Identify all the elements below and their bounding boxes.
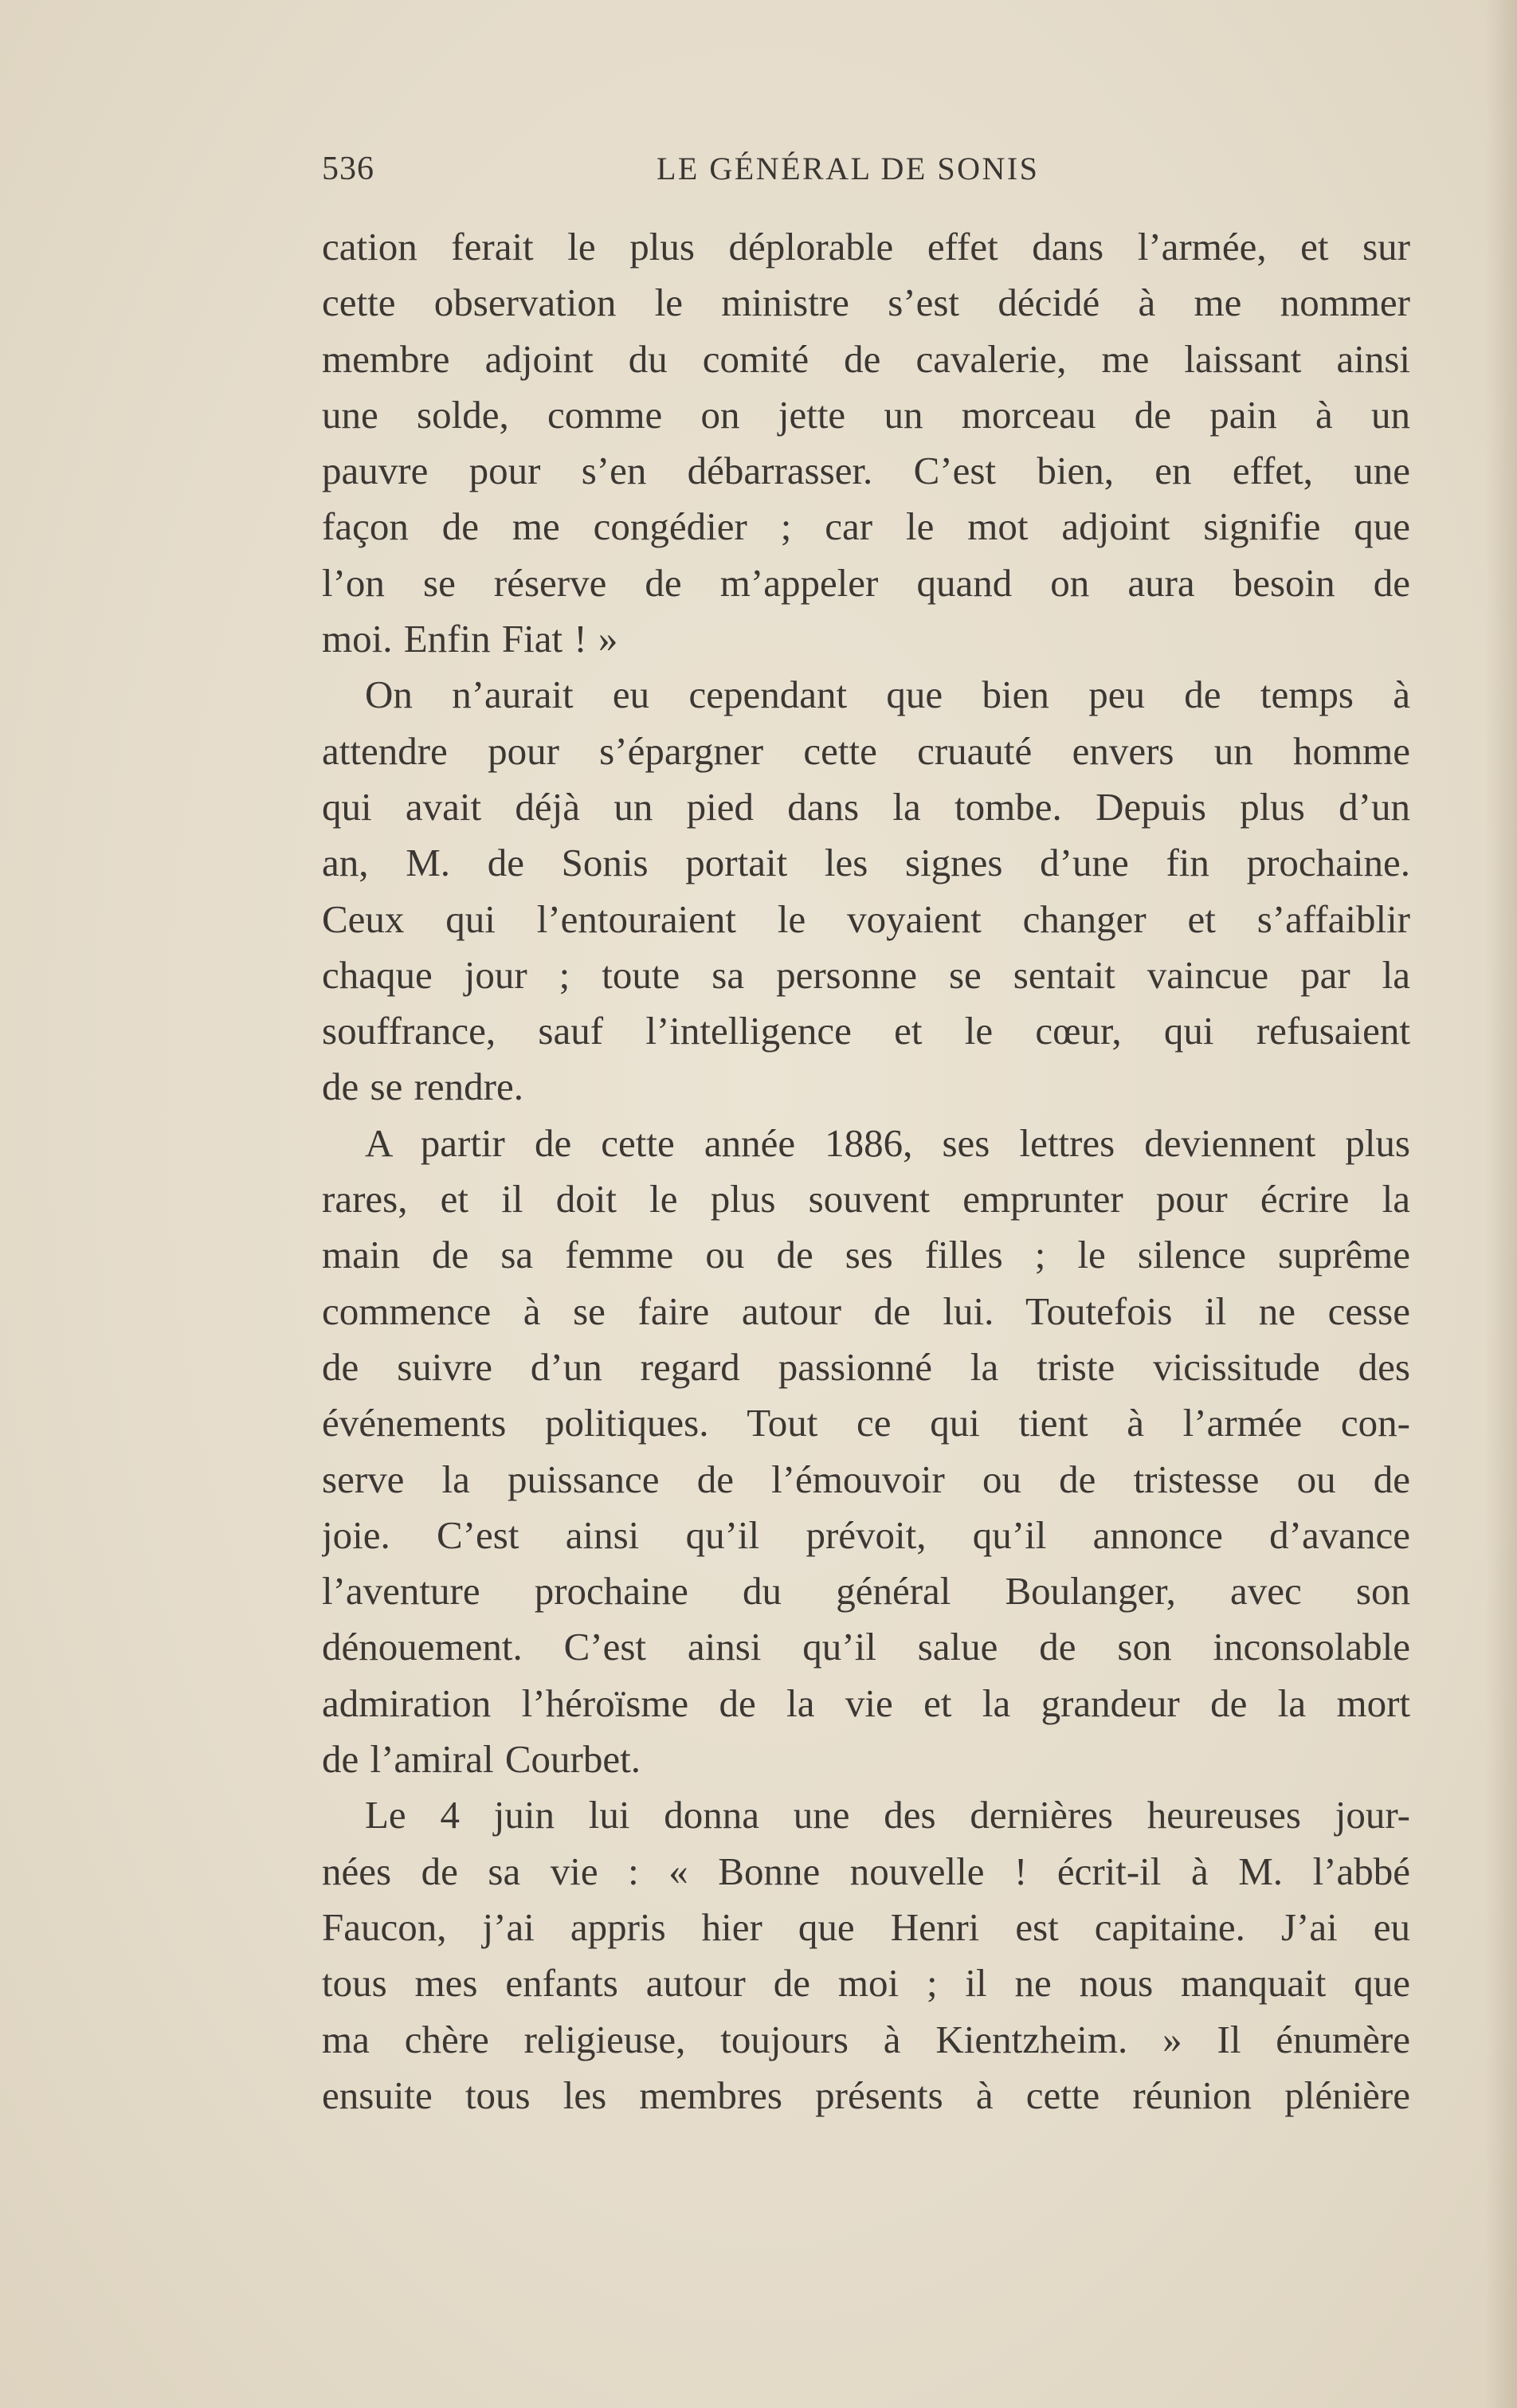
- text-line: qui avait déjà un pied dans la tombe. Depuis plus d’un: [322, 784, 1410, 829]
- text-line: événements politiques. Tout ce qui tient à l’armée con-: [322, 1401, 1410, 1445]
- text-line: Ceux qui l’entouraient le voyaient changer et s’affaiblir: [322, 896, 1410, 941]
- text-line: cation ferait le plus déplorable effet dans l’armée, et sur: [322, 225, 1410, 269]
- text-line: main de sa femme ou de ses filles ; le silence suprême: [322, 1233, 1410, 1277]
- text-line: tous mes enfants autour de moi ; il ne nous manquait que: [322, 1961, 1410, 2006]
- text-line: dénouement. C’est ainsi qu’il salue de son inconsolable: [322, 1625, 1410, 1669]
- text-line: de l’amiral Courbet.: [322, 1737, 641, 1782]
- text-line: moi. Enfin Fiat ! »: [322, 617, 618, 661]
- text-line: pauvre pour s’en débarrasser. C’est bien, en effet, une: [322, 449, 1410, 493]
- running-title: LE GÉNÉRAL DE SONIS: [657, 151, 1040, 186]
- text-line: chaque jour ; toute sa personne se sentait vaincue par la: [322, 952, 1410, 997]
- text-line: cette observation le ministre s’est décidé à me nommer: [322, 280, 1410, 325]
- text-line: attendre pour s’épargner cette cruauté envers un homme: [322, 728, 1410, 773]
- text-line: an, M. de Sonis portait les signes d’une fin prochaine.: [322, 841, 1410, 885]
- text-line: nées de sa vie : « Bonne nouvelle ! écrit-il à M. l’abbé: [322, 1849, 1410, 1893]
- text-line: façon de me congédier ; car le mot adjoint signifie que: [322, 504, 1410, 549]
- body-text: [322, 219, 1410, 2124]
- page-number: 536: [322, 151, 374, 187]
- text-line: serve la puissance de l’émouvoir ou de tristesse ou de: [322, 1457, 1410, 1501]
- page-header: [322, 150, 1410, 198]
- text-line: de se rendre.: [322, 1065, 523, 1109]
- text-line: ensuite tous les membres présents à cette réunion plénière: [322, 2073, 1410, 2117]
- text-line: l’on se réserve de m’appeler quand on aura besoin de: [322, 560, 1410, 605]
- text-line: rares, et il doit le plus souvent emprunter pour écrire la: [322, 1177, 1410, 1222]
- text-line: l’aventure prochaine du général Boulanger, avec son: [322, 1569, 1410, 1614]
- text-line: ma chère religieuse, toujours à Kientzheim. » Il énumère: [322, 2017, 1410, 2061]
- text-line: Faucon, j’ai appris hier que Henri est capitaine. J’ai eu: [322, 1904, 1410, 1949]
- text-line: une solde, comme on jette un morceau de pain à un: [322, 392, 1410, 437]
- text-line: membre adjoint du comité de cavalerie, me laissant ainsi: [322, 336, 1410, 381]
- text-line: admiration l’héroïsme de la vie et la grandeur de la mort: [322, 1681, 1410, 1725]
- text-line: souffrance, sauf l’intelligence et le cœur, qui refusaient: [322, 1009, 1410, 1053]
- text-line: Le 4 juin lui donna une des dernières heureuses jour-: [365, 1793, 1410, 1837]
- text-line: On n’aurait eu cependant que bien peu de temps à: [365, 673, 1410, 717]
- text-line: de suivre d’un regard passionné la triste vicissitude des: [322, 1344, 1410, 1389]
- page-edge-shadow: [1485, 0, 1517, 2408]
- text-line: joie. C’est ainsi qu’il prévoit, qu’il annonce d’avance: [322, 1512, 1410, 1557]
- text-line: commence à se faire autour de lui. Toutefois il ne cesse: [322, 1288, 1410, 1333]
- text-line: A partir de cette année 1886, ses lettres deviennent plus: [365, 1120, 1410, 1165]
